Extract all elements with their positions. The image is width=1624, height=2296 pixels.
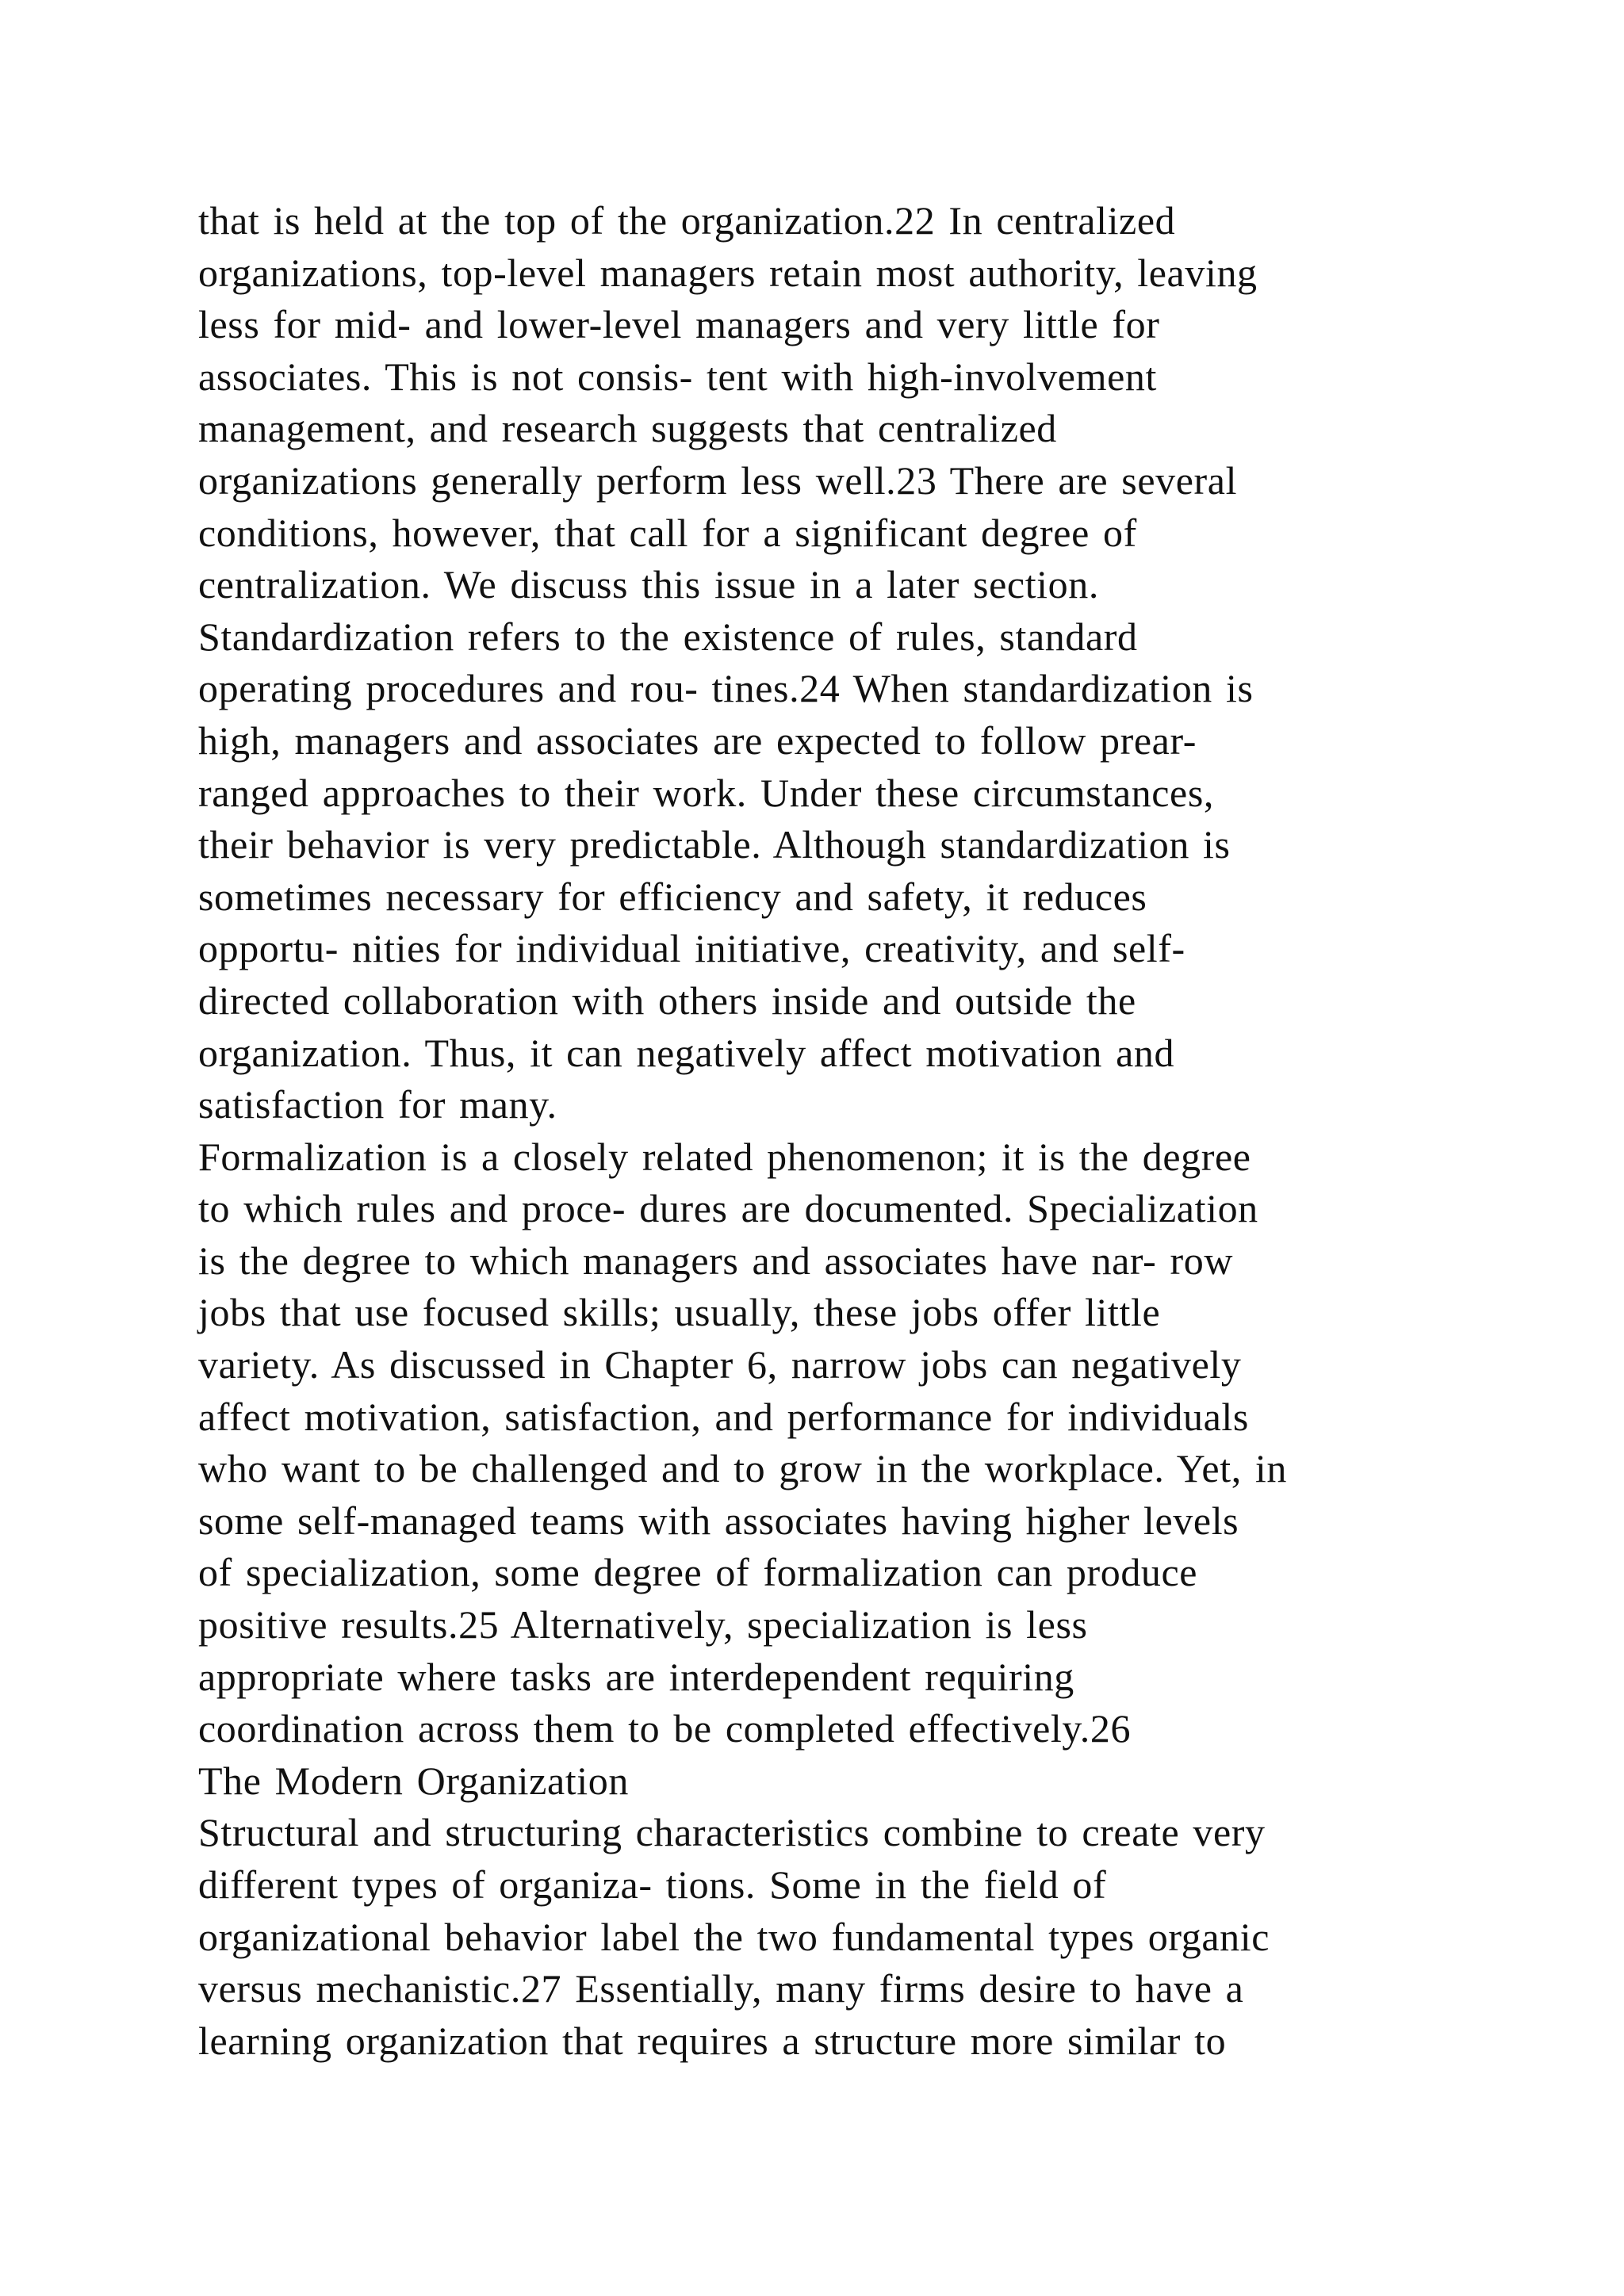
text-line: ranged approaches to their work. Under these circumstances,: [198, 770, 1214, 815]
text-line: satisfaction for many.: [198, 1082, 557, 1127]
text-line: different types of organiza- tions. Some in the field of: [198, 1862, 1107, 1907]
text-line: some self-managed teams with associates having higher levels: [198, 1498, 1239, 1543]
text-line: organization. Thus, it can negatively affect motivation and: [198, 1030, 1175, 1075]
text-line: of specialization, some degree of formalization can produce: [198, 1550, 1198, 1595]
section-heading: The Modern Organization: [198, 1758, 629, 1803]
text-line: associates. This is not consis- tent with high-involvement: [198, 354, 1157, 399]
text-line: directed collaboration with others inside and outside the: [198, 978, 1136, 1023]
text-line: centralization. We discuss this issue in a later section.: [198, 562, 1099, 607]
document-page: [198, 195, 1546, 2067]
text-line: variety. As discussed in Chapter 6, narrow jobs can negatively: [198, 1342, 1242, 1387]
text-line: who want to be challenged and to grow in the workplace. Yet, in: [198, 1446, 1288, 1491]
text-line: coordination across them to be completed effectively.26: [198, 1706, 1132, 1751]
text-line: affect motivation, satisfaction, and performance for individuals: [198, 1394, 1249, 1439]
text-line: learning organization that requires a structure more similar to: [198, 2018, 1227, 2063]
text-line: positive results.25 Alternatively, specialization is less: [198, 1602, 1088, 1647]
text-line: jobs that use focused skills; usually, these jobs offer little: [198, 1290, 1161, 1335]
text-line: Structural and structuring characteristics combine to create very: [198, 1810, 1266, 1855]
text-line: conditions, however, that call for a significant degree of: [198, 510, 1137, 555]
text-line: less for mid- and lower-level managers and very little for: [198, 302, 1160, 347]
text-line: Formalization is a closely related phenomenon; it is the degree: [198, 1134, 1251, 1179]
text-line: organizations, top-level managers retain most authority, leaving: [198, 250, 1258, 295]
text-line: high, managers and associates are expected to follow prear-: [198, 718, 1197, 763]
text-line: that is held at the top of the organization.22 In centralized: [198, 198, 1176, 243]
text-line: versus mechanistic.27 Essentially, many firms desire to have a: [198, 1966, 1244, 2011]
text-line: organizational behavior label the two fundamental types organic: [198, 1914, 1270, 1959]
text-line: management, and research suggests that centralized: [198, 406, 1057, 451]
text-line: Standardization refers to the existence of rules, standard: [198, 614, 1138, 659]
text-line: to which rules and proce- dures are documented. Specialization: [198, 1186, 1258, 1231]
text-line: appropriate where tasks are interdependent requiring: [198, 1654, 1074, 1699]
text-line: organizations generally perform less well.23 There are several: [198, 457, 1238, 503]
text-line: opportu- nities for individual initiative, creativity, and self-: [198, 926, 1185, 971]
text-line: sometimes necessary for efficiency and safety, it reduces: [198, 874, 1147, 919]
text-line: their behavior is very predictable. Although standardization is: [198, 822, 1231, 867]
text-line: operating procedures and rou- tines.24 When standardization is: [198, 666, 1254, 711]
text-line: is the degree to which managers and associates have nar- row: [198, 1238, 1234, 1283]
